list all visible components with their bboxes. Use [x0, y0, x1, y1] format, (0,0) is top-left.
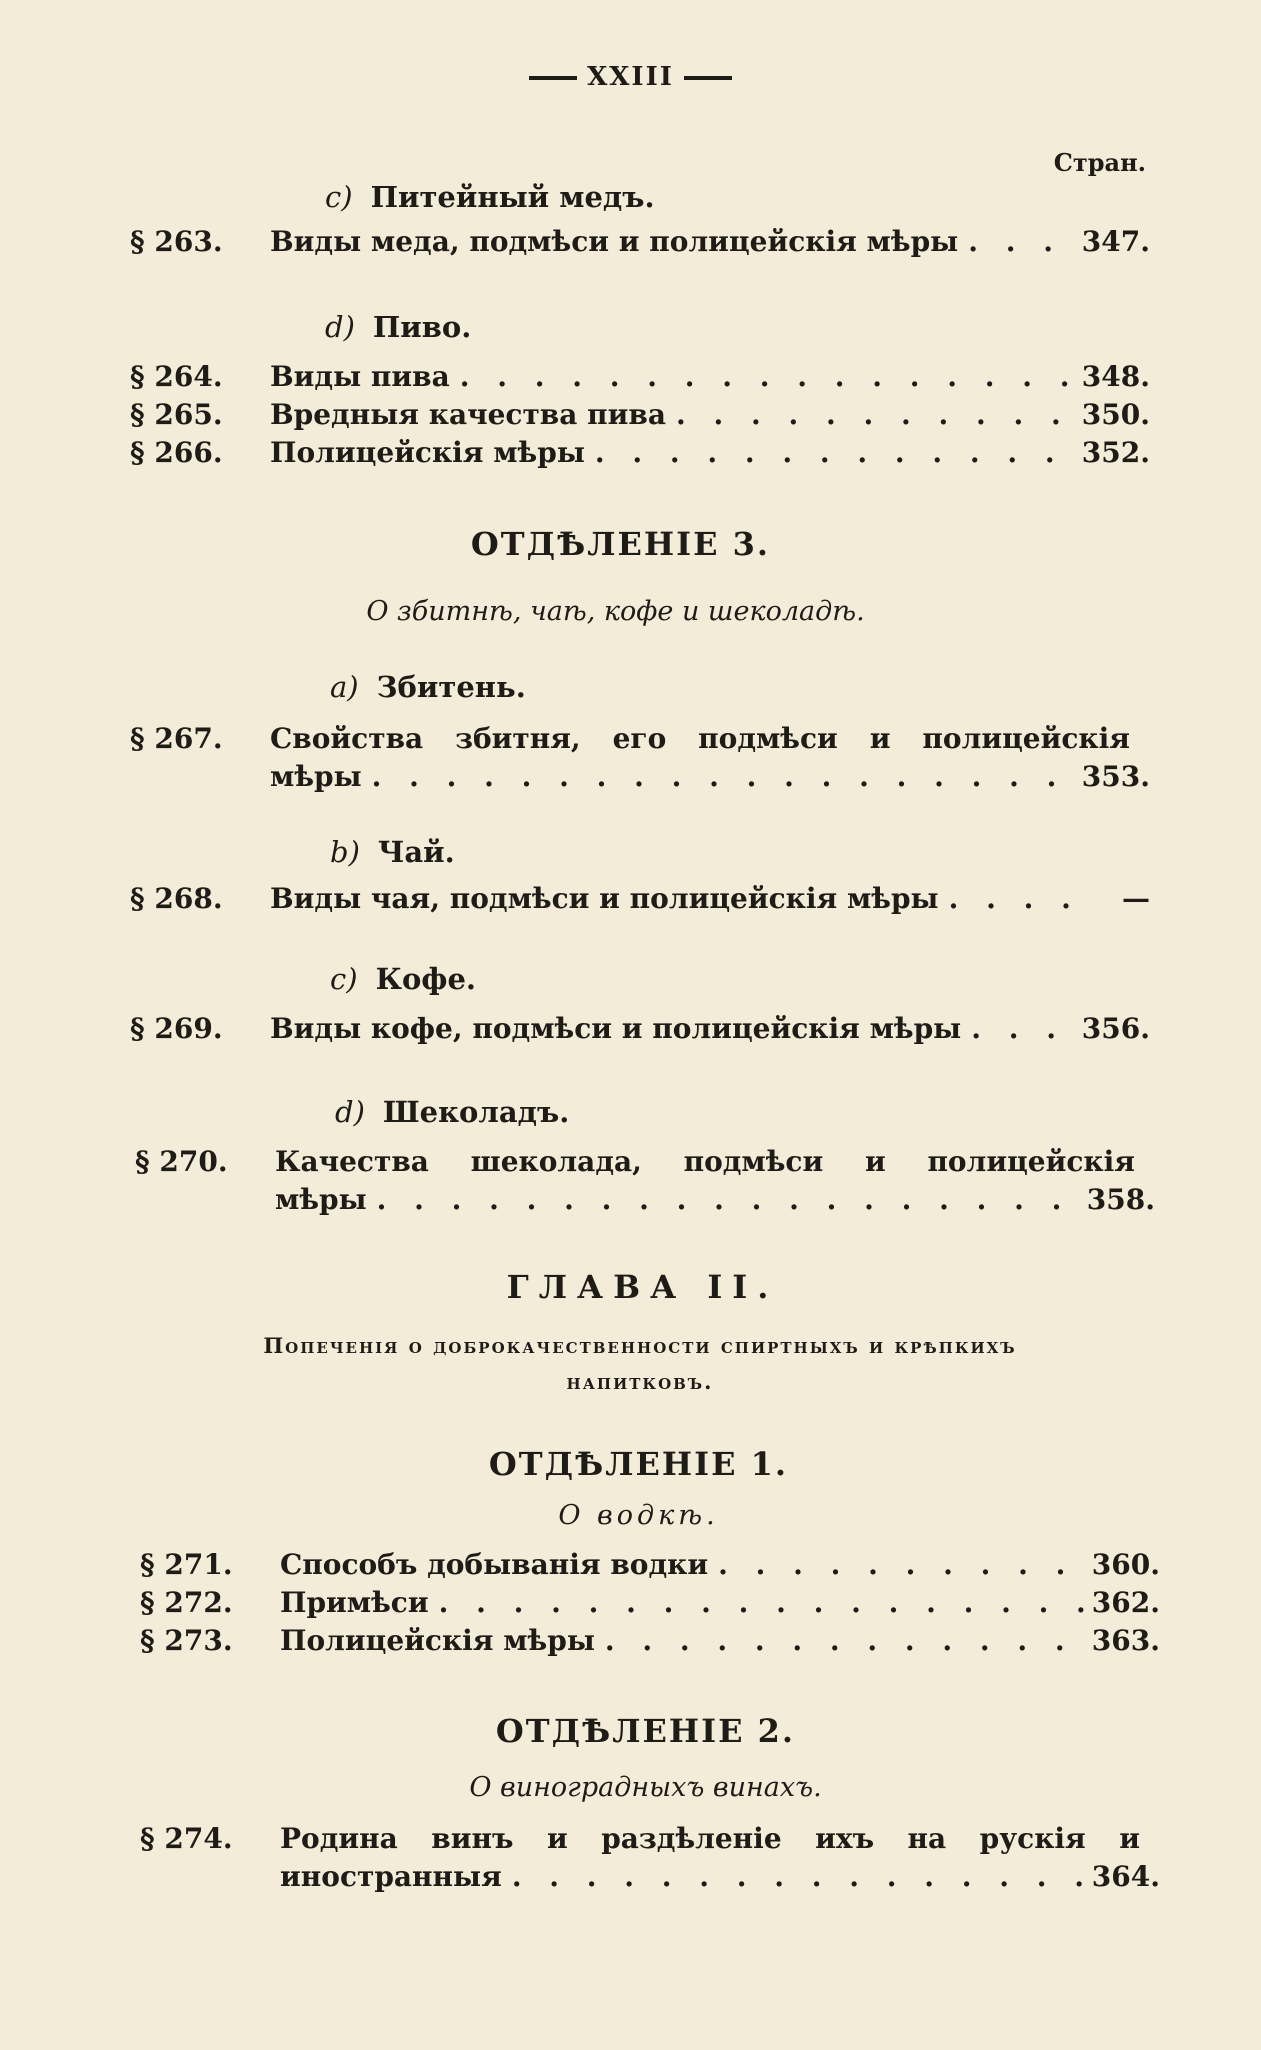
title-word: его	[612, 722, 667, 755]
toc-entry	[130, 225, 1150, 263]
title-word: раздѣленіе	[601, 1822, 782, 1855]
entry-number: § 264.	[130, 360, 223, 393]
toc-entry	[135, 1145, 1155, 1221]
subsection-letter: d)	[335, 1095, 365, 1129]
dot-leader	[939, 882, 1080, 915]
entry-number: § 269.	[130, 1012, 223, 1045]
dot-leader	[502, 1860, 1090, 1893]
entry-page: 363.	[1091, 1624, 1160, 1657]
entry-number: § 267.	[130, 722, 223, 755]
entry-number: § 274.	[140, 1822, 233, 1855]
entry-title	[275, 1145, 1135, 1178]
title-word: Родина	[280, 1822, 398, 1855]
entry-title	[270, 722, 1130, 755]
section-heading: ОТДѢЛЕНІЕ 1.	[488, 1445, 789, 1483]
dot-leader	[450, 360, 1080, 393]
title-word: и	[1119, 1822, 1140, 1855]
entry-number: § 273.	[140, 1624, 233, 1657]
subsection-letter: d)	[325, 310, 355, 344]
title-word: Качества	[275, 1145, 429, 1178]
entry-page: —	[1122, 882, 1150, 915]
page-label: XXIII	[587, 62, 674, 92]
toc-entry	[140, 1548, 1160, 1586]
subsection-letter: b)	[330, 835, 360, 869]
subsection-heading	[330, 835, 455, 869]
entry-title-continued: мѣры	[270, 760, 362, 793]
dot-leader	[666, 398, 1080, 431]
entry-number: § 270.	[135, 1145, 228, 1178]
entry-title: Вредныя качества пива	[270, 398, 666, 431]
entry-page: 360.	[1091, 1548, 1160, 1581]
entry-page: 347.	[1081, 225, 1150, 258]
subsection-title: Пиво.	[372, 310, 472, 344]
subsection-title: Шеколадъ.	[382, 1095, 570, 1129]
subsection-heading	[330, 962, 476, 996]
title-word: подмѣси	[683, 1145, 824, 1178]
section-subtitle: О виноградныхъ винахъ.	[469, 1772, 822, 1803]
subsection-title: Збитень.	[376, 670, 526, 704]
title-word: и	[864, 1145, 886, 1178]
subsection-title: Чай.	[377, 835, 455, 869]
entry-title: Виды чая, подмѣси и полицейскія мѣры	[270, 882, 939, 915]
title-word: рускія	[979, 1822, 1086, 1855]
toc-entry	[130, 398, 1150, 436]
toc-entry	[140, 1624, 1160, 1662]
entry-title-continued: мѣры	[275, 1183, 367, 1216]
entry-page: 356.	[1081, 1012, 1150, 1045]
title-word: и	[869, 722, 891, 755]
entry-title: Полицейскія мѣры	[280, 1624, 595, 1657]
subsection-heading	[325, 310, 471, 344]
subsection-letter: c)	[325, 180, 353, 214]
subsection-heading	[335, 1095, 569, 1129]
title-word: ихъ	[815, 1822, 875, 1855]
entry-number: § 266.	[130, 436, 223, 469]
entry-title-continued: иностранныя	[280, 1860, 502, 1893]
section-heading: ОТДѢЛЕНІЕ 2.	[495, 1712, 796, 1750]
entry-page: 353.	[1081, 760, 1150, 793]
toc-entry	[130, 360, 1150, 398]
section-subtitle: О збитнѣ, чаѣ, кофе и шеколадѣ.	[366, 596, 865, 627]
entry-number: § 272.	[140, 1586, 233, 1619]
dot-leader	[429, 1586, 1090, 1619]
dot-leader	[362, 760, 1080, 793]
title-word: на	[907, 1822, 947, 1855]
toc-entry	[140, 1586, 1160, 1624]
toc-entry	[130, 882, 1150, 920]
entry-page: 350.	[1081, 398, 1150, 431]
header-dash-left	[529, 76, 577, 80]
page-column-label: Стран.	[1053, 148, 1146, 177]
title-word: подмѣси	[698, 722, 838, 755]
subsection-letter: a)	[330, 670, 359, 704]
entry-number: § 271.	[140, 1548, 233, 1581]
title-word: и	[546, 1822, 568, 1855]
chapter-subtitle: Попеченія о доброкачественности спиртныхъ и крѣпкихъ напитковъ.	[263, 1333, 1017, 1394]
toc-entry	[140, 1822, 1160, 1898]
entry-page: 362.	[1091, 1586, 1160, 1619]
dot-leader	[595, 1624, 1090, 1657]
entry-title: Виды кофе, подмѣси и полицейскія мѣры	[270, 1012, 962, 1045]
subsection-title: Кофе.	[375, 962, 476, 996]
entry-title: Виды меда, подмѣси и полицейскія мѣры	[270, 225, 959, 258]
title-word: шеколада,	[470, 1145, 642, 1178]
entry-title: Примѣси	[280, 1586, 429, 1619]
toc-entry	[130, 436, 1150, 474]
section-heading: ОТДѢЛЕНІЕ 3.	[470, 525, 771, 563]
title-word: полицейскія	[922, 722, 1130, 755]
entry-title	[280, 1822, 1140, 1855]
page-header	[0, 62, 1261, 92]
dot-leader	[958, 225, 1080, 258]
entry-page: 348.	[1081, 360, 1150, 393]
chapter-heading: ГЛАВА II.	[506, 1268, 779, 1306]
entry-title: Способъ добыванія водки	[280, 1548, 709, 1581]
entry-page: 352.	[1081, 436, 1150, 469]
entry-number: § 263.	[130, 225, 223, 258]
header-dash-right	[684, 76, 732, 80]
toc-entry	[130, 722, 1150, 798]
subsection-letter: c)	[330, 962, 358, 996]
subsection-heading	[330, 670, 526, 704]
title-word: Свойства	[270, 722, 424, 755]
toc-entry	[130, 1012, 1150, 1050]
section-subtitle: О водкѣ.	[558, 1500, 719, 1531]
entry-title: Полицейскія мѣры	[270, 436, 585, 469]
entry-title: Виды пива	[270, 360, 450, 393]
subsection-title: Питейный медъ.	[370, 180, 655, 214]
subsection-heading	[325, 180, 655, 214]
entry-page: 358.	[1086, 1183, 1155, 1216]
title-word: полицейскія	[927, 1145, 1135, 1178]
entry-page: 364.	[1091, 1860, 1160, 1893]
dot-leader	[585, 436, 1080, 469]
entry-number: § 268.	[130, 882, 223, 915]
dot-leader	[961, 1012, 1080, 1045]
title-word: збитня,	[455, 722, 581, 755]
title-word: винъ	[431, 1822, 514, 1855]
dot-leader	[708, 1548, 1090, 1581]
dot-leader	[367, 1183, 1085, 1216]
entry-number: § 265.	[130, 398, 223, 431]
